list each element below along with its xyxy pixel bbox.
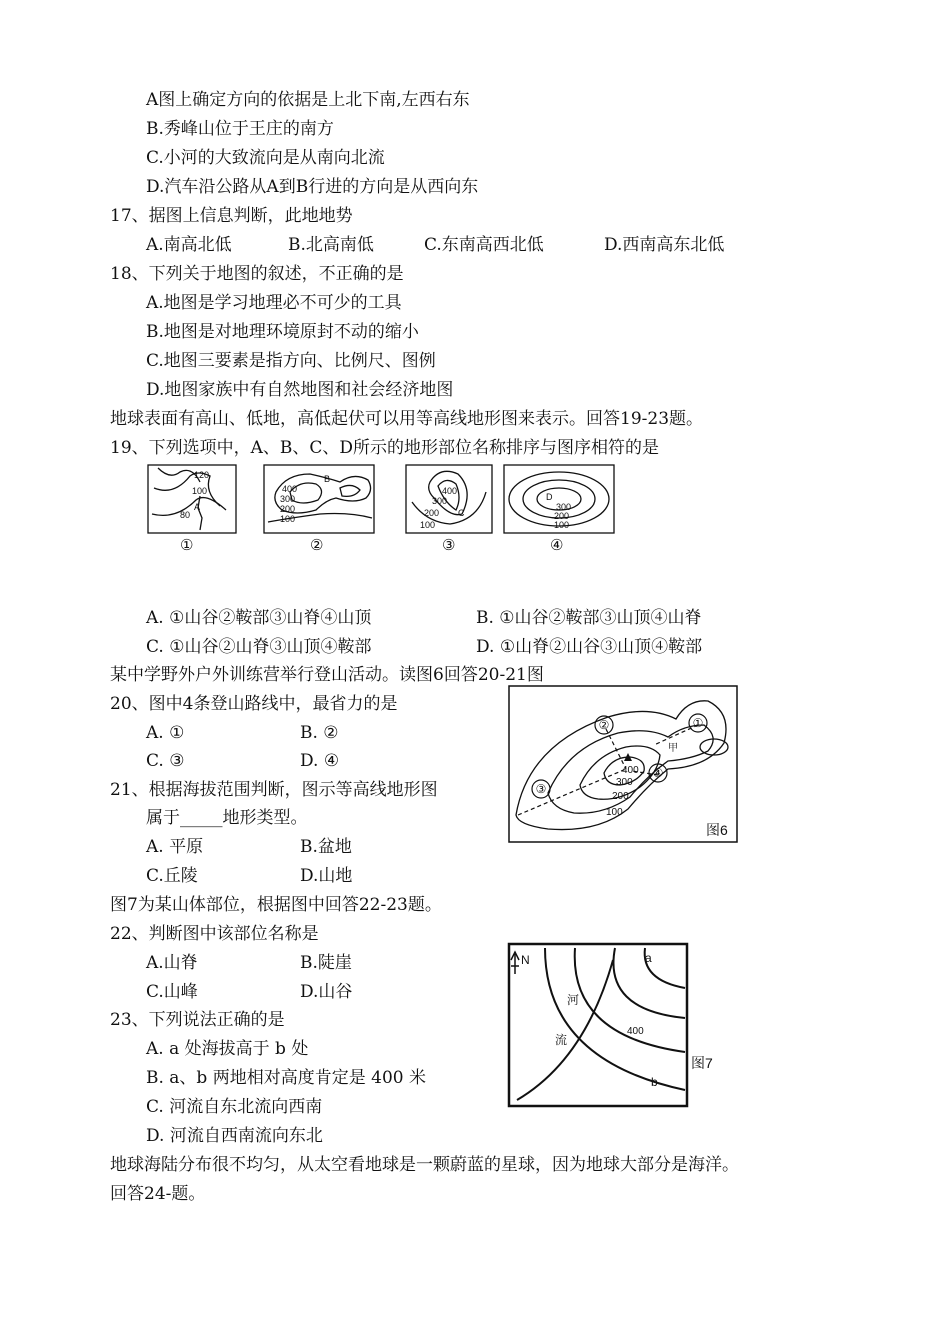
q19-option-b: B. ①山谷②鞍部③山顶④山脊 — [476, 608, 702, 628]
route-1-label: ① — [692, 716, 704, 730]
fig2-contour-label: 100 — [280, 514, 296, 524]
q22-option-c: C.山峰 — [146, 982, 198, 1002]
q21-option-b: B.盆地 — [300, 837, 352, 857]
q22-option-d: D.山谷 — [300, 982, 353, 1002]
q19-option-c: C. ①山谷②山脊③山顶④鞍部 — [146, 637, 372, 657]
q20-option-c: C. ③ — [146, 751, 185, 771]
fig1-point-label: A — [194, 502, 201, 512]
q20-stem: 20、图中4条登山路线中，最省力的是 — [110, 694, 398, 714]
q21-option-d: D.山地 — [300, 866, 353, 886]
fig2-label: ② — [310, 537, 324, 554]
fig3-contour-label: 200 — [424, 508, 440, 518]
q17-stem: 17、据图上信息判断，此地地势 — [110, 206, 353, 226]
intro-22-23: 图7为某山体部位，根据图中回答22-23题。 — [110, 895, 442, 915]
q22-option-b: B.陡崖 — [300, 953, 352, 973]
q19-stem: 19、下列选项中，A、B、C、D所示的地形部位名称排序与图序相符的是 — [110, 438, 660, 458]
q18-option-a: A.地图是学习地理必不可少的工具 — [146, 293, 402, 313]
q16-option-a: A图上确定方向的依据是上北下南,左西右东 — [146, 90, 470, 110]
fig4-contour-label: 300 — [556, 502, 572, 512]
point-b-label: b — [651, 1075, 658, 1089]
route-3-label: ③ — [535, 782, 547, 796]
q19-option-d: D. ①山脊②山谷③山顶④鞍部 — [476, 637, 703, 657]
point-a-label: a — [645, 951, 652, 965]
fig4-point-label: D — [546, 492, 553, 502]
q16-option-b: B.秀峰山位于王庄的南方 — [146, 119, 334, 139]
fig2-contour-label: 200 — [280, 504, 296, 514]
fig6-contour-label: 100 — [606, 807, 623, 818]
q17-option-a: A.南高北低 — [146, 235, 232, 255]
q21-stem-2: 属于_____地形类型。 — [146, 808, 308, 828]
fig3-contour-label: 300 — [432, 496, 448, 506]
intro-20-21: 某中学野外户外训练营举行登山活动。读图6回答20-21图 — [110, 665, 544, 685]
q17-option-d: D.西南高东北低 — [604, 235, 725, 255]
q21-option-a: A. 平原 — [146, 837, 204, 857]
river-label-2: 流 — [555, 1033, 568, 1047]
q19-figures — [140, 462, 630, 557]
q23-stem: 23、下列说法正确的是 — [110, 1010, 285, 1030]
q18-option-d: D.地图家族中有自然地图和社会经济地图 — [146, 380, 454, 400]
north-label: N — [521, 953, 530, 967]
q18-stem: 18、下列关于地图的叙述，不正确的是 — [110, 264, 404, 284]
q19-option-a: A. ①山谷②鞍部③山脊④山顶 — [146, 608, 372, 628]
q23-option-b: B. a、b 两地相对高度肯定是 400 米 — [146, 1068, 426, 1088]
q22-option-a: A.山脊 — [146, 953, 198, 973]
fig7-contour-label: 400 — [627, 1026, 644, 1037]
q17-option-c: C.东南高西北低 — [424, 235, 544, 255]
fig2-contour-label: 400 — [282, 484, 298, 494]
figure-6-caption: 图6 — [706, 822, 728, 838]
fig1-contour-label: 120 — [194, 470, 210, 480]
fig3-contour-label: 400 — [442, 486, 458, 496]
q17-option-b: B.北高南低 — [288, 235, 374, 255]
q20-option-a: A. ① — [146, 723, 185, 743]
q22-stem: 22、判断图中该部位名称是 — [110, 924, 319, 944]
q18-option-b: B.地图是对地理环境原封不动的缩小 — [146, 322, 419, 342]
fig1-label: ① — [180, 537, 194, 554]
q21-stem: 21、根据海拔范围判断，图示等高线地形图 — [110, 780, 438, 800]
fig6-contour-label: 400 — [622, 765, 639, 776]
closing-paragraph-line-1: 地球海陆分布很不均匀，从太空看地球是一颗蔚蓝的星球，因为地球大部分是海洋。 — [110, 1155, 739, 1175]
q20-option-b: B. ② — [300, 723, 339, 743]
q21-option-c: C.丘陵 — [146, 866, 198, 886]
fig4-label: ④ — [550, 537, 564, 554]
point-jia-label: 甲 — [668, 743, 678, 754]
q23-option-d: D. 河流自西南流向东北 — [146, 1126, 323, 1146]
fig1-contour-label: 80 — [180, 510, 191, 520]
fig6-contour-label: 300 — [616, 777, 633, 788]
figure-7-caption: 图7 — [691, 1055, 713, 1071]
fig4-contour-label: 100 — [554, 520, 570, 530]
q23-option-c: C. 河流自东北流向西南 — [146, 1097, 323, 1117]
route-2-label: ② — [598, 718, 610, 732]
q16-option-c: C.小河的大致流向是从南向北流 — [146, 148, 385, 168]
q16-option-d: D.汽车沿公路从A到B行进的方向是从西向东 — [146, 177, 479, 197]
river-label-1: 河 — [567, 993, 580, 1007]
fig6-contour-label: 200 — [612, 791, 629, 802]
fig4-contour-label: 200 — [554, 511, 570, 521]
fig1-contour-label: 100 — [192, 486, 208, 496]
q23-option-a: A. a 处海拔高于 b 处 — [146, 1039, 309, 1059]
route-4-label: ④ — [652, 766, 664, 780]
closing-paragraph-line-2: 回答24-题。 — [110, 1184, 206, 1204]
fig3-contour-label: 100 — [420, 520, 436, 530]
intro-19-23: 地球表面有高山、低地，高低起伏可以用等高线地形图来表示。回答19-23题。 — [110, 409, 704, 429]
figure-7 — [505, 940, 730, 1110]
q20-option-d: D. ④ — [300, 751, 340, 771]
fig3-point-label: C — [458, 508, 465, 518]
q18-option-c: C.地图三要素是指方向、比例尺、图例 — [146, 351, 436, 371]
fig2-contour-label: 300 — [280, 494, 296, 504]
fig2-point-label: B — [324, 474, 331, 484]
fig3-label: ③ — [442, 537, 456, 554]
figure-6 — [508, 685, 738, 843]
